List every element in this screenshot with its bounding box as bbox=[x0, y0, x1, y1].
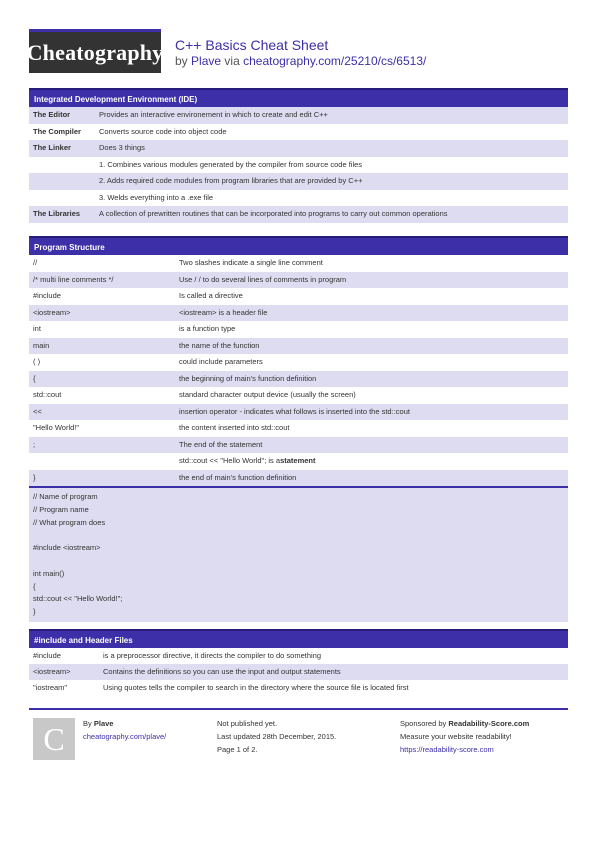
table-row bbox=[29, 437, 568, 454]
row-description bbox=[179, 354, 568, 371]
row-term: <iostream> bbox=[33, 307, 71, 317]
row-term: << bbox=[33, 406, 42, 416]
footer-by: By bbox=[83, 719, 92, 728]
row-description-text: 2. Adds required code modules from program libraries that are provided by C++ bbox=[99, 176, 363, 185]
footer-status bbox=[217, 717, 336, 756]
footer-sponsor bbox=[400, 717, 529, 756]
table-row bbox=[29, 321, 568, 338]
include-heading: #include and Header Files bbox=[29, 629, 568, 648]
code-line bbox=[33, 529, 564, 542]
author-link[interactable]: Plave bbox=[191, 54, 222, 68]
program-structure-section bbox=[29, 236, 568, 622]
program-structure-table bbox=[29, 255, 568, 486]
row-term: ( ) bbox=[33, 357, 41, 366]
sponsor-tagline: Measure your website readability! bbox=[400, 732, 512, 741]
row-term: /* multi line comments */ bbox=[33, 274, 114, 284]
row-description-text: Contains the definitions so you can use the input and output statements bbox=[103, 667, 341, 676]
row-description-text: the content inserted into std::cout bbox=[179, 423, 290, 432]
row-description-text: is a function type bbox=[179, 324, 236, 333]
row-description-text: The end of the statement bbox=[179, 439, 263, 449]
code-line: std::cout << "Hello World!"; bbox=[33, 594, 123, 604]
row-description-bold: statement bbox=[280, 456, 316, 465]
row-description-text: Two slashes indicate a single line comment bbox=[179, 258, 323, 267]
table-row bbox=[29, 288, 568, 305]
table-row bbox=[29, 453, 568, 470]
table-row bbox=[29, 338, 568, 355]
row-term: #include bbox=[33, 291, 61, 300]
publish-status: Not published yet. bbox=[217, 719, 278, 728]
page-number: Page 1 of 2. bbox=[217, 745, 258, 754]
row-term bbox=[29, 173, 99, 190]
cheatography-logo[interactable]: Cheatography bbox=[29, 29, 161, 73]
table-row bbox=[29, 404, 568, 421]
table-row bbox=[29, 173, 568, 190]
row-description-text: std::cout << "Hello World"; is a bbox=[179, 456, 281, 465]
row-term: main bbox=[33, 340, 50, 350]
code-line: } bbox=[33, 607, 36, 617]
row-description bbox=[179, 453, 568, 470]
row-term: // bbox=[33, 258, 38, 267]
row-term: int bbox=[33, 324, 41, 333]
table-row bbox=[29, 255, 568, 272]
table-row bbox=[29, 206, 568, 223]
byline bbox=[175, 54, 426, 68]
row-term: #include bbox=[33, 651, 61, 660]
row-description bbox=[99, 157, 568, 174]
footer-author-name[interactable]: Plave bbox=[93, 719, 114, 728]
sponsor-name[interactable]: Readability-Score.com bbox=[448, 719, 530, 728]
table-row bbox=[29, 124, 568, 141]
row-description bbox=[179, 288, 568, 305]
sponsor-prefix: Sponsored by bbox=[400, 719, 447, 728]
footer-author-link[interactable]: cheatography.com/plave/ bbox=[83, 732, 167, 741]
sheet-url-link[interactable]: cheatography.com/25210/cs/6513/ bbox=[243, 54, 427, 68]
row-description bbox=[179, 387, 568, 404]
row-description bbox=[179, 338, 568, 355]
row-description bbox=[99, 190, 568, 207]
footer-author bbox=[83, 717, 166, 743]
table-row bbox=[29, 140, 568, 157]
code-line: // What program does bbox=[33, 517, 106, 527]
row-term: } bbox=[33, 472, 36, 482]
code-line: #include <iostream> bbox=[33, 543, 101, 553]
author-avatar: C bbox=[33, 718, 75, 760]
row-description-text: Using quotes tells the compiler to search in the directory where the source file is located first bbox=[103, 683, 409, 692]
row-description bbox=[179, 272, 568, 289]
row-description bbox=[103, 680, 568, 696]
row-term: <iostream> bbox=[33, 667, 71, 676]
row-term: The Linker bbox=[33, 143, 71, 152]
row-description bbox=[179, 404, 568, 421]
row-description-text: <iostream> is a header file bbox=[179, 307, 268, 317]
row-description bbox=[99, 206, 568, 223]
row-description bbox=[103, 664, 568, 680]
row-description-text: Is called a directive bbox=[179, 291, 243, 300]
row-description bbox=[179, 437, 568, 454]
row-description-text: the end of main's function definition bbox=[179, 472, 297, 482]
row-description bbox=[99, 124, 568, 141]
row-description-text: A collection of prewritten routines that can be incorporated into programs to carry out common operations bbox=[99, 209, 448, 218]
ide-section bbox=[29, 88, 568, 223]
code-line: // Name of program bbox=[33, 492, 98, 501]
table-row bbox=[29, 420, 568, 437]
row-description bbox=[99, 173, 568, 190]
row-description-text: is a preprocessor directive, it directs the compiler to do something bbox=[103, 651, 322, 660]
table-row bbox=[29, 648, 568, 664]
row-term: The Editor bbox=[33, 110, 71, 119]
table-row bbox=[29, 107, 568, 124]
row-term: { bbox=[33, 373, 36, 383]
row-term: The Compiler bbox=[33, 126, 81, 136]
row-description-text: the beginning of main's function definition bbox=[179, 373, 317, 383]
row-description-text: could include parameters bbox=[179, 357, 263, 366]
row-description bbox=[179, 321, 568, 338]
table-row bbox=[29, 190, 568, 207]
row-term bbox=[29, 157, 99, 174]
table-row bbox=[29, 664, 568, 680]
row-description bbox=[179, 255, 568, 272]
row-term: "Hello World!" bbox=[33, 423, 80, 432]
footer bbox=[29, 708, 568, 757]
code-line: { bbox=[33, 581, 36, 591]
row-description-text: insertion operator - indicates what follows is inserted into the std::cout bbox=[179, 406, 410, 416]
row-description bbox=[179, 470, 568, 487]
table-row bbox=[29, 272, 568, 289]
code-line: int main() bbox=[33, 568, 65, 578]
row-term bbox=[29, 453, 179, 470]
row-description bbox=[103, 648, 568, 664]
code-line: // Program name bbox=[33, 504, 89, 514]
table-row bbox=[29, 157, 568, 174]
code-example bbox=[29, 486, 568, 622]
row-description-text: standard character output device (usually the screen) bbox=[179, 390, 356, 399]
row-description-text: Does 3 things bbox=[99, 143, 145, 152]
table-row bbox=[29, 680, 568, 696]
row-description bbox=[99, 107, 568, 124]
include-section bbox=[29, 629, 568, 696]
include-table bbox=[29, 648, 568, 696]
row-term bbox=[29, 190, 99, 207]
row-description bbox=[179, 420, 568, 437]
via-text: via bbox=[224, 54, 240, 68]
ide-heading: Integrated Development Environment (IDE) bbox=[29, 88, 568, 107]
table-row bbox=[29, 470, 568, 487]
page-title: C++ Basics Cheat Sheet bbox=[175, 37, 329, 53]
row-description-text: the name of the function bbox=[179, 340, 260, 350]
table-row bbox=[29, 354, 568, 371]
table-row bbox=[29, 371, 568, 388]
row-description bbox=[99, 140, 568, 157]
row-description bbox=[179, 371, 568, 388]
row-term: std::cout bbox=[33, 390, 62, 399]
row-description bbox=[179, 305, 568, 322]
sponsor-link[interactable]: https://readability-score.com bbox=[400, 745, 494, 754]
row-description-text: Use / / to do several lines of comments in program bbox=[179, 274, 347, 284]
ide-table bbox=[29, 107, 568, 223]
row-description-text: 1. Combines various modules generated by the compiler from source code files bbox=[99, 159, 363, 169]
row-term: The Libraries bbox=[33, 209, 81, 218]
by-prefix: by bbox=[175, 54, 188, 68]
table-row bbox=[29, 387, 568, 404]
program-structure-heading: Program Structure bbox=[29, 236, 568, 255]
last-updated: Last updated 28th December, 2015. bbox=[217, 732, 337, 741]
row-description-text: 3. Welds everything into a .exe file bbox=[99, 192, 214, 202]
row-term: ; bbox=[33, 439, 36, 449]
row-description-text: Converts source code into object code bbox=[99, 126, 227, 136]
row-term: "iostream" bbox=[33, 683, 68, 692]
code-line bbox=[33, 555, 564, 568]
table-row bbox=[29, 305, 568, 322]
row-description-text: Provides an interactive environement in which to create and edit C++ bbox=[99, 110, 328, 119]
